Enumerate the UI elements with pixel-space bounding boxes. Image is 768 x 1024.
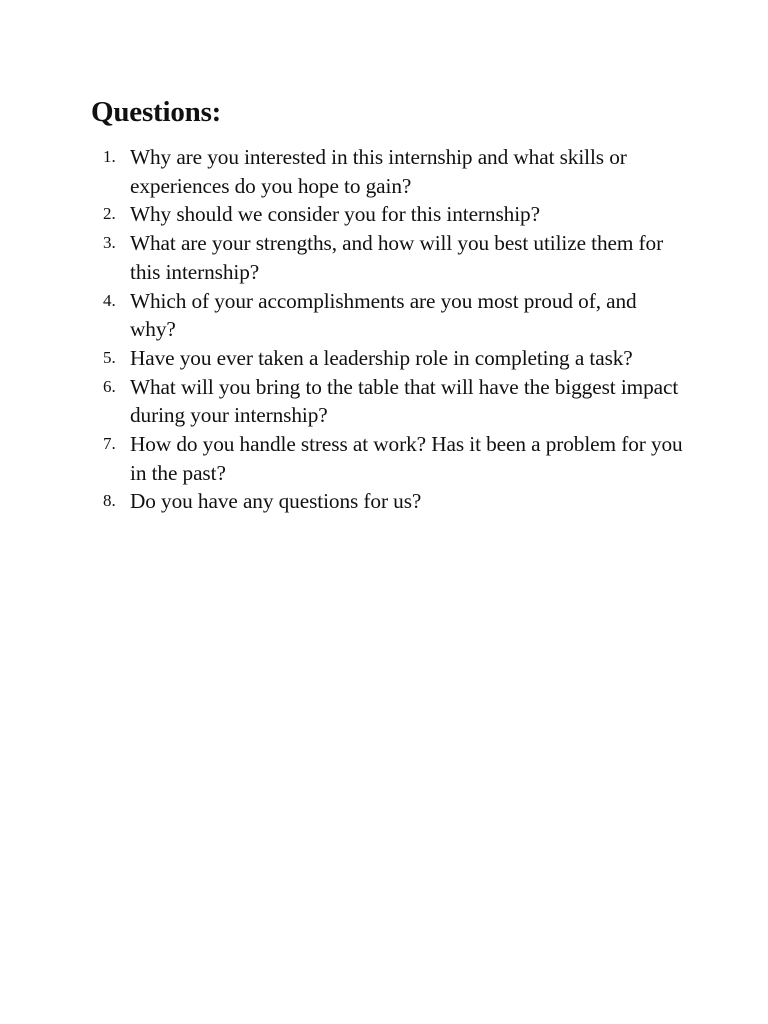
question-text: Which of your accomplishments are you most proud of, and why? <box>130 288 637 342</box>
question-number: 4. <box>103 290 116 310</box>
question-text: Why are you interested in this internship and what skills or experiences do you hope to gain? <box>130 145 627 198</box>
question-item-6 <box>103 373 683 430</box>
question-item-7 <box>103 430 683 487</box>
question-number: 1. <box>103 147 116 166</box>
question-text: Have you ever taken a leadership role in completing a task? <box>130 345 633 370</box>
page-title: Questions: <box>91 96 222 128</box>
question-item-5 <box>103 344 683 373</box>
question-item-1 <box>103 143 683 200</box>
question-text: What are your strengths, and how will you best utilize them for this internship? <box>130 231 664 284</box>
question-text: How do you handle stress at work? Has it been a problem for you in the past? <box>130 432 683 485</box>
question-text: Why should we consider you for this internship? <box>130 202 540 227</box>
question-list <box>103 143 683 516</box>
question-number: 2. <box>103 204 116 224</box>
question-number: 7. <box>103 434 116 454</box>
question-item-4 <box>103 287 683 344</box>
question-number: 3. <box>103 233 116 253</box>
question-item-2 <box>103 200 683 229</box>
question-text: Do you have any questions for us? <box>130 489 422 514</box>
question-text: What will you bring to the table that will have the biggest impact during your internship? <box>130 374 679 428</box>
question-number: 5. <box>103 347 116 367</box>
question-number: 6. <box>103 376 116 396</box>
question-number: 8. <box>103 491 116 511</box>
question-item-3 <box>103 229 683 286</box>
question-item-8 <box>103 487 683 516</box>
